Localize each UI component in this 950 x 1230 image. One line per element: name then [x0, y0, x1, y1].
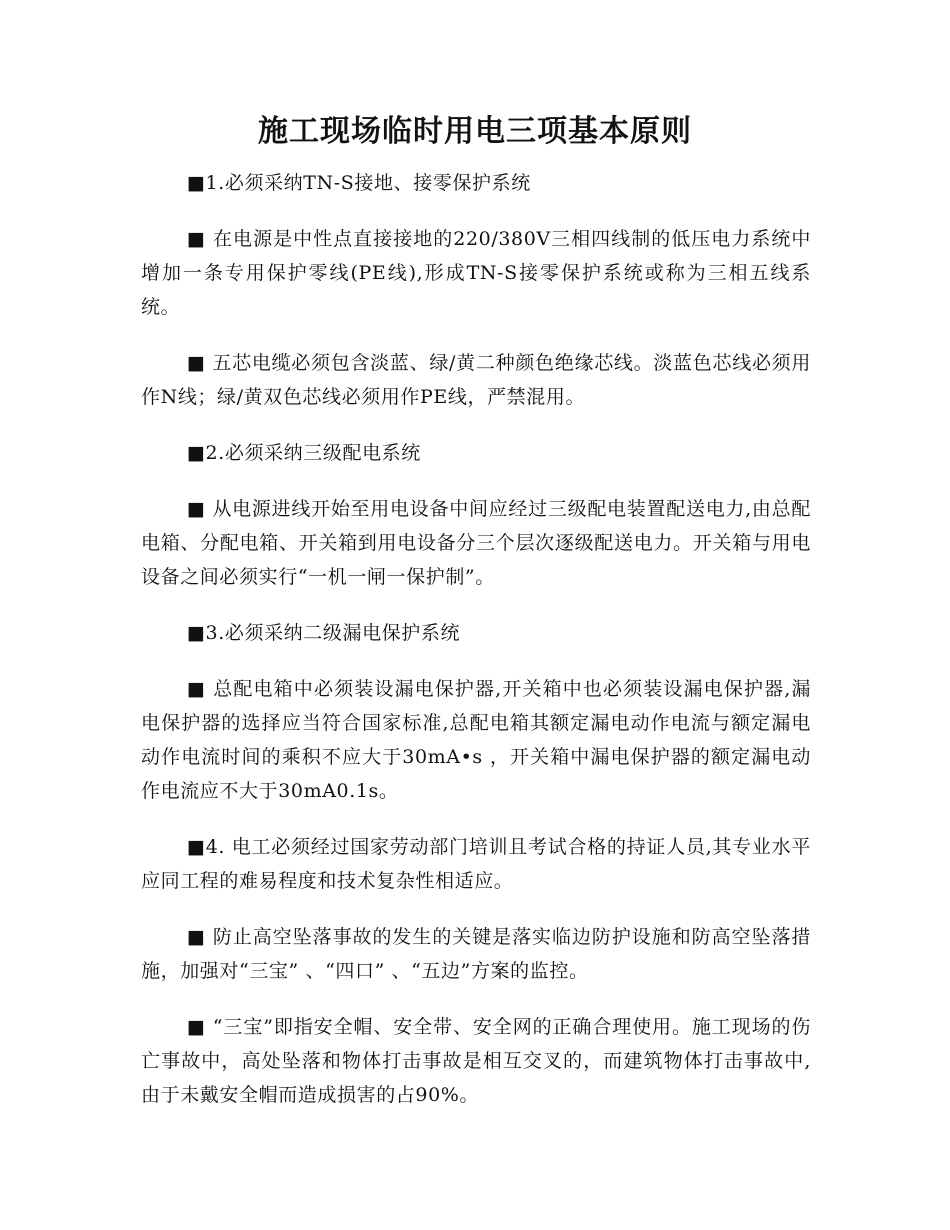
paragraph-heading-3: ■3.必须采纳二级漏电保护系统	[187, 622, 461, 644]
paragraph: ■ 在电源是中性点直接接地的220/380V三相四线制的低压电力系统中增加一条专用保护零线(PE线),形成TN-S接零保护系统或称为三相五线系统。	[141, 228, 811, 318]
paragraph: ■ “三宝”即指安全帽、安全带、安全网的正确合理使用。施工现场的伤亡事故中，高处坠落和物体打击事故是相互交叉的，而建筑物体打击事故中,由于未戴安全帽而造成损害的占90%。	[141, 1016, 811, 1106]
paragraph: ■ 总配电箱中必须装设漏电保护器,开关箱中也必须装设漏电保护器,漏电保护器的选择应当符合国家标准,总配电箱其额定漏电动作电流与额定漏电动作电流时间的乘积不应大于30mA•s ，开关箱中漏电保护器的额定漏电动作电流应不大于30mA0.1s。	[141, 678, 811, 802]
paragraph-heading-4: ■4. 电工必须经过国家劳动部门培训且考试合格的持证人员,其专业水平应同工程的难易程度和技术复杂性相适应。	[141, 836, 811, 892]
paragraph-heading-2: ■2.必须采纳三级配电系统	[187, 442, 421, 464]
paragraph-heading-1: ■1.必须采纳TN-S接地、接零保护系统	[187, 172, 531, 194]
paragraph: ■ 从电源进线开始至用电设备中间应经过三级配电装置配送电力,由总配电箱、分配电箱、开关箱到用电设备分三个层次逐级配送电力。开关箱与用电设备之间必须实行“一机一闸一保护制”。	[141, 498, 811, 588]
document-title: 施工现场临时用电三项基本原则	[258, 114, 692, 149]
document-body	[141, 166, 811, 1134]
paragraph: ■ 五芯电缆必须包含淡蓝、绿/黄二种颜色绝缘芯线。淡蓝色芯线必须用作N线；绿/黄双色芯线必须用作PE线，严禁混用。	[141, 352, 811, 408]
paragraph: ■ 防止高空坠落事故的发生的关键是落实临边防护设施和防高空坠落措施，加强对“三宝” 、“四口” 、“五边”方案的监控。	[141, 926, 811, 982]
